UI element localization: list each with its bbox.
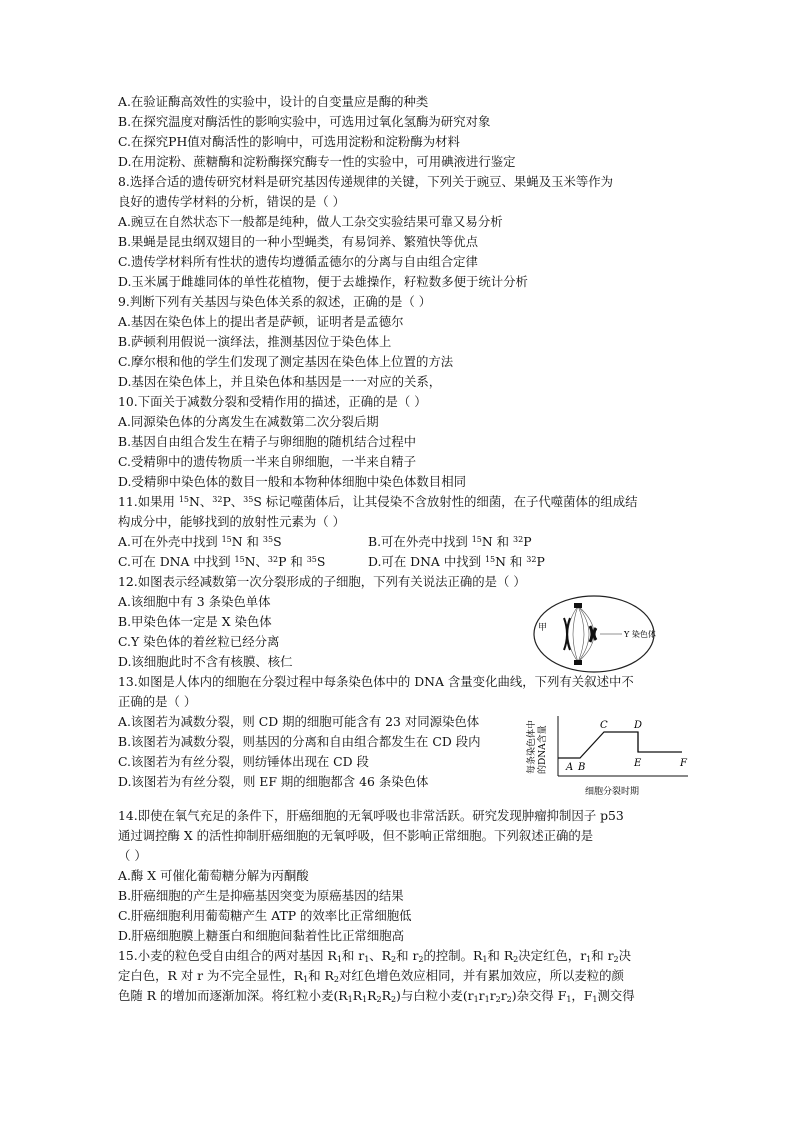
point-c: C <box>600 720 608 731</box>
y-axis-label-1: 每条染色体中 <box>527 719 537 774</box>
q11-option-d: D.可在 DNA 中找到 $^{15}$N 和 $^{32}$P <box>368 554 545 569</box>
text-line: D.玉米属于雌雄同体的单性花植物，便于去雄操作，籽粒数多便于统计分析 <box>118 274 528 289</box>
text-line: 正确的是（ ） <box>118 694 197 709</box>
label-jia: 甲 <box>538 623 548 633</box>
centrosome-bottom <box>574 660 582 665</box>
question-11 <box>118 492 678 572</box>
q11-options-ab <box>118 532 678 552</box>
centrosome-top <box>574 603 582 608</box>
text-line: B.肝癌细胞的产生是抑癌基因突变为原癌基因的结果 <box>118 888 404 903</box>
text-line: A.该细胞中有 3 条染色单体 <box>118 594 271 609</box>
text-line: 14.即使在氧气充足的条件下，肝癌细胞的无氧呼吸也非常活跃。研究发现肿瘤抑制因子 p53 <box>118 808 624 823</box>
text-line: A.豌豆在自然状态下一般都是纯种，做人工杂交实验结果可靠又易分析 <box>118 214 503 229</box>
dna-curve <box>558 732 682 758</box>
text-line: B.甲染色体一定是 X 染色体 <box>118 614 272 629</box>
text-line: C.受精卵中的遗传物质一半来自卵细胞，一半来自精子 <box>118 454 416 469</box>
text-line: B.萨顿利用假说一演绎法，推测基因位于染色体上 <box>118 334 392 349</box>
text-line: 9.判断下列有关基因与染色体关系的叙述，正确的是（ ） <box>118 294 432 309</box>
label-y-chromosome: Y 染色体 <box>624 630 656 639</box>
q11-stem-line1: 11.如果用 $^{15}$N、$^{32}$P、$^{35}$S 标记噬菌体后，让其侵染不含放射性的细菌，在子代噬菌体的组成结 <box>118 494 638 509</box>
text-line: 10.下面关于减数分裂和受精作用的描述，正确的是（ ） <box>118 394 427 409</box>
x-axis-label: 细胞分裂时期 <box>584 787 640 797</box>
text-line: A.酶 X 可催化葡萄糖分解为丙酮酸 <box>118 868 309 883</box>
text-line: 良好的遗传学材料的分析，错误的是（ ） <box>118 194 345 209</box>
spindle-fibers <box>568 606 594 662</box>
text-line: D.受精卵中染色体的数目一般和本物种体细胞中染色体数目相同 <box>118 474 466 489</box>
exam-page <box>118 92 678 1006</box>
text-line: C.Y 染色体的着丝粒已经分离 <box>118 634 280 649</box>
text-line: B.基因自由组合发生在精子与卵细胞的随机结合过程中 <box>118 434 417 449</box>
text-line: B.果蝇是昆虫纲双翅目的一种小型蝇类，有易饲养、繁殖快等优点 <box>118 234 478 249</box>
q11-option-a: A.可在外壳中找到 $^{15}$N 和 $^{35}$S <box>118 534 282 549</box>
text-line: C.摩尔根和他的学生们发现了测定基因在染色体上位置的方法 <box>118 354 454 369</box>
text-line: C.在探究PH值对酶活性的影响中，可选用淀粉和淀粉酶为材料 <box>118 134 460 149</box>
q15-line2: 定白色，R 对 r 为不完全显性，$R_1$和 $R_2$对红色增色效应相同，并有累加效应，所以麦粒的颜 <box>118 968 624 984</box>
text-line: C.遗传学材料所有性状的遗传均遵循孟德尔的分离与自由组合定律 <box>118 254 478 269</box>
text-line: D.在用淀粉、蔗糖酶和淀粉酶探究酶专一性的实验中，可用碘液进行鉴定 <box>118 154 516 169</box>
text-line: C.肝癌细胞利用葡萄糖产生 ATP 的效率比正常细胞低 <box>118 908 412 923</box>
question-14 <box>118 806 678 946</box>
cell-diagram-figure <box>528 588 690 678</box>
text-line: A.在验证酶高效性的实验中，设计的自变量应是酶的种类 <box>118 94 429 109</box>
q11-option-c: C.可在 DNA 中找到 $^{15}$N、$^{32}$P 和 $^{35}$S <box>118 554 326 569</box>
point-f: F <box>680 758 687 769</box>
dna-content-chart <box>522 708 696 820</box>
text-line: 12.如图表示经减数第一次分裂形成的子细胞，下列有关说法正确的是（ ） <box>118 574 526 589</box>
text-line: 8.选择合适的遗传研究材料是研究基因传递规律的关键，下列关于豌豆、果蝇及玉米等作为 <box>118 174 614 189</box>
text-line: A.基因在染色体上的提出者是萨顿，证明者是孟德尔 <box>118 314 404 329</box>
text-line: D.基因在染色体上，并且染色体和基因是一一对应的关系， <box>118 374 442 389</box>
point-d: D <box>634 720 643 731</box>
point-b: B <box>578 762 586 773</box>
chromosome-y <box>590 626 596 642</box>
q15-line3: 色随 R 的增加而逐渐加深。将红粒小麦$(R_1R_1R_2R_2)$与白粒小麦$(r_1r_1r_2r_2)$杂交得 $F_1$，$F_1$测交得 <box>118 988 635 1004</box>
question-15 <box>118 946 678 1006</box>
text-line: A.该图若为减数分裂，则 CD 期的细胞可能含有 23 对同源染色体 <box>118 714 480 729</box>
questions-7-10 <box>118 92 678 492</box>
chromosome-jia <box>564 618 570 650</box>
text-line: （ ） <box>118 848 147 863</box>
text-line: D.肝癌细胞膜上糖蛋白和细胞间黏着性比正常细胞高 <box>118 928 405 943</box>
point-e: E <box>634 758 642 769</box>
q11-options-cd <box>118 552 678 572</box>
text-line: 通过调控酶 X 的活性抑制肝癌细胞的无氧呼吸，但不影响正常细胞。下列叙述正确的是 <box>118 828 594 843</box>
q11-option-b: B.可在外壳中找到 $^{15}$N 和 $^{32}$P <box>368 534 532 549</box>
text-line: C.该图若为有丝分裂，则纺锤体出现在 CD 段 <box>118 754 369 769</box>
text-line: D.该细胞此时不含有核膜、核仁 <box>118 654 293 669</box>
text-line: A.同源染色体的分离发生在减数第二次分裂后期 <box>118 414 379 429</box>
text-line: D.该图若为有丝分裂，则 EF 期的细胞都含 46 条染色体 <box>118 774 429 789</box>
text-line: B.该图若为减数分裂，则基因的分离和自由组合都发生在 CD 段内 <box>118 734 481 749</box>
y-axis-label-2: 的DNA含量 <box>538 725 548 774</box>
q11-stem-line2: 构成分中，能够找到的放射性元素为（ ） <box>118 514 345 529</box>
q15-line1: 15.小麦的粒色受自由组合的两对基因 $R_1$和 $r_1$、$R_2$和 $r_2$的控制。$R_1$和 $R_2$决定红色，$r_1$和 $r_2$决 <box>118 948 631 964</box>
text-line: B.在探究温度对酶活性的影响实验中，可选用过氧化氢酶为研究对象 <box>118 114 491 129</box>
text-line: 13.如图是人体内的细胞在分裂过程中每条染色体中的 DNA 含量变化曲线，下列有关叙述中不 <box>118 674 634 689</box>
point-a: A <box>566 762 574 773</box>
